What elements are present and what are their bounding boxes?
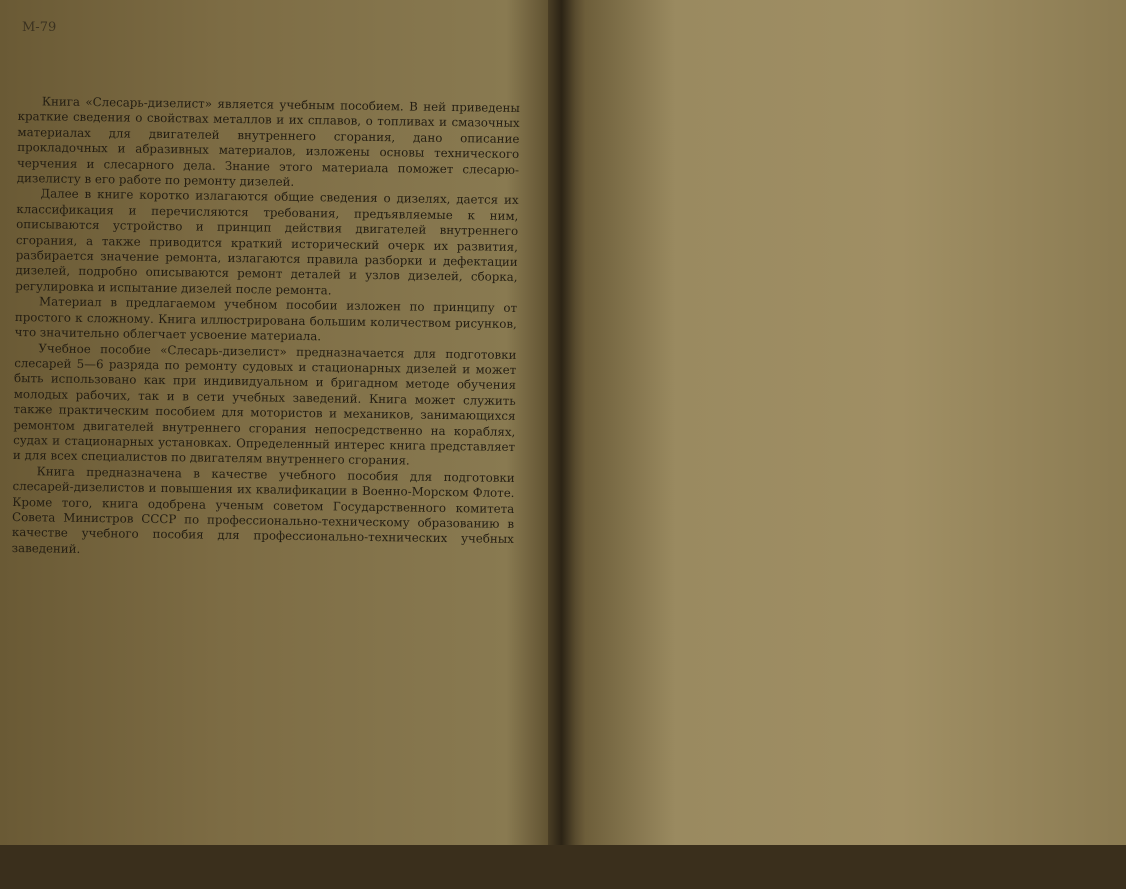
annotation-paragraph: Далее в книге коротко излагаются общие сведения о дизелях, дается их классификация и перечисляются требования, предъявляемые к ним, описываются устройство и принцип действия двигателей внутреннего сгорания, а также приводится краткий исторический очерк их развития, разбирается значение ремонта, излагаются правила разборки и дефектации дизелей, подробно описываются ремонт деталей и узлов дизелей, сборка, регулировка и испытание дизелей после ремонта. [15,186,519,298]
annotation-paragraph: Книга «Слесарь-дизелист» является учебным пособием. В ней приведены краткие сведения о свойствах металлов и их сплавов, о топливах и смазочных материалах для двигателей внутреннего сгорания, дано описание прокладочных и абразивных материалов, изложены основы технического черчения и слесарного дела. Знание этого материала поможет слесарю-дизелисту в его работе по ремонту дизелей. [16,94,520,189]
catalog-code: М-79 [22,20,57,35]
annotation-paragraph: Учебное пособие «Слесарь-дизелист» предназначается для подготовки слесарей 5—6 разряда по ремонту судовых и стационарных дизелей и может быть использовано как при индивидуальном и бригадном методе обучения молодых рабочих, так и в сети учебных заведений. Книга может служить также практическим пособием для мотористов и механиков, занимающихся ремонтом двигателей внутреннего сгорания непосредственно на кораблях, судах и стационарных установках. Определенный интерес книга представляет и для всех специалистов по двигателям внутреннего сгорания. [12,340,517,468]
annotation-text [12,94,520,563]
book-spine-gutter [548,0,575,845]
annotation-paragraph: Книга предназначена в качестве учебного пособия для подготовки слесарей-дизелистов и повышения их квалификации в Военно-Морском Флоте. Кроме того, книга одобрена ученым советом Государственного комитета Совета Министров СССР по профессионально-техническому образованию в качестве учебного пособия для профессионально-технических учебных заведений. [11,464,515,556]
annotation-paragraph: Материал в предлагаемом учебном пособии изложен по принципу от простого к сложному. Книга иллюстрирована большим количеством рисунков, что значительно облегчает усвоение материала. [14,294,518,344]
right-page [575,0,1126,845]
left-page [0,0,548,845]
